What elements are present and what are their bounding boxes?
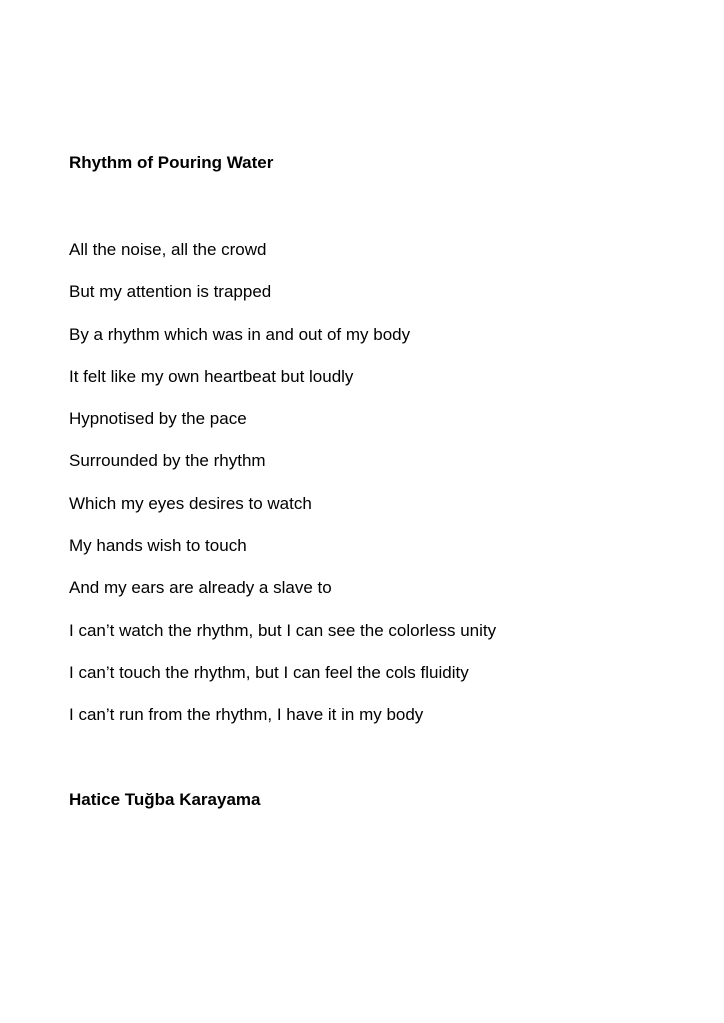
poem-author: Hatice Tuğba Karayama [69,790,261,809]
poem-line: Surrounded by the rhythm [69,451,266,471]
poem-line: And my ears are already a slave to [69,578,332,598]
poem-line: All the noise, all the crowd [69,240,267,259]
poem-line: I can’t watch the rhythm, but I can see the colorless unity [69,620,497,640]
poem-body [69,239,496,747]
poem-title: Rhythm of Pouring Water [69,153,274,172]
poem-line: Which my eyes desires to watch [69,493,312,513]
poem-line: I can’t touch the rhythm, but I can feel the cols fluidity [69,662,469,682]
poem-line: It felt like my own heartbeat but loudly [69,366,354,386]
poem-line: Hypnotised by the pace [69,409,247,429]
poem-line: I can’t run from the rhythm, I have it in my body [69,705,424,725]
poem-line: But my attention is trapped [69,282,272,302]
poem-line: My hands wish to touch [69,536,247,556]
poem-line: By a rhythm which was in and out of my body [69,324,411,344]
